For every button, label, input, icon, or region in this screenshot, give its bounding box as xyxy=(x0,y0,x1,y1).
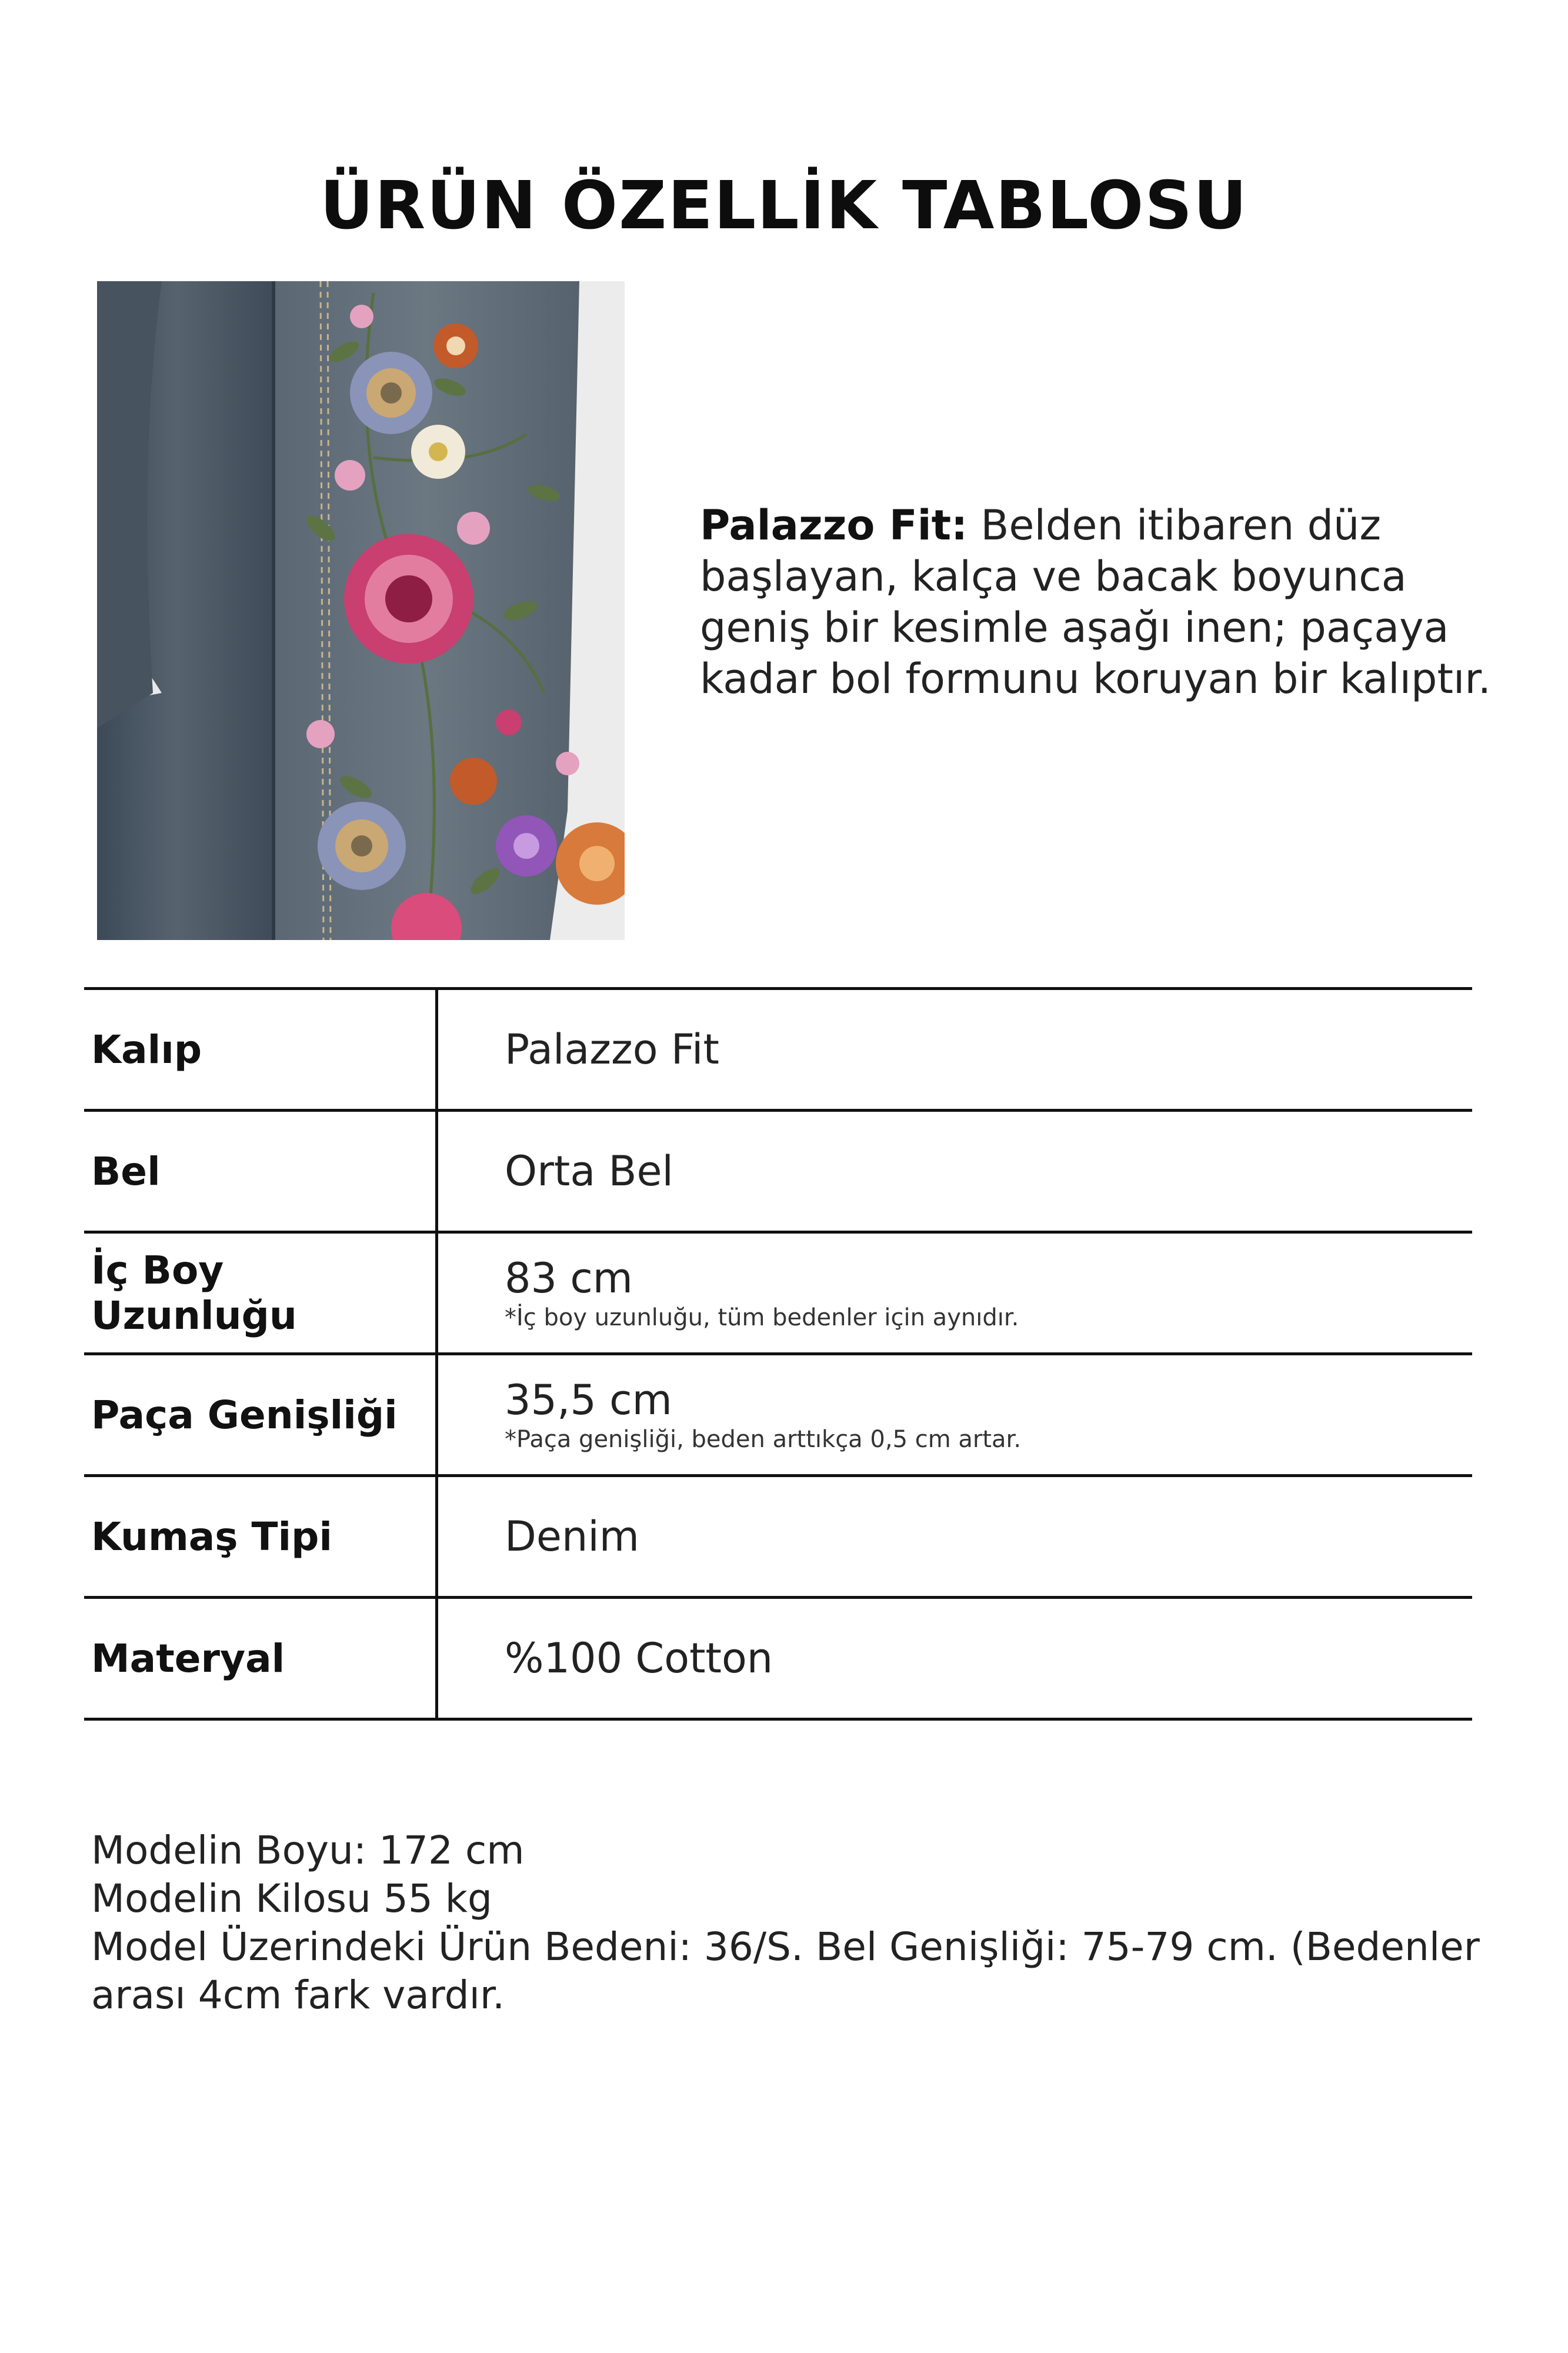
spec-row-bel xyxy=(84,1112,1472,1234)
spec-value-cell xyxy=(505,1355,1472,1474)
product-photo xyxy=(97,281,625,940)
spec-row-paca xyxy=(84,1355,1472,1477)
spec-note: *İç boy uzunluğu, tüm bedenler için aynıdır. xyxy=(505,1304,1019,1331)
spec-value: %100 Cotton xyxy=(505,1634,773,1682)
spec-value-cell xyxy=(505,1234,1472,1352)
spec-label: Paça Genişliği xyxy=(91,1392,398,1438)
model-height: Modelin Boyu: 172 cm xyxy=(91,1828,525,1873)
model-info xyxy=(91,1827,1491,2019)
fit-description-title: Palazzo Fit: xyxy=(700,501,968,549)
spec-value: Denim xyxy=(505,1512,639,1561)
spec-row-ic-boy xyxy=(84,1234,1472,1355)
spec-label: Bel xyxy=(91,1148,161,1194)
spec-value-cell xyxy=(505,1112,1472,1231)
spec-label: İç Boy Uzunluğu xyxy=(91,1248,297,1338)
model-weight: Modelin Kilosu 55 kg xyxy=(91,1876,492,1921)
column-divider xyxy=(435,1112,438,1231)
column-divider xyxy=(435,990,438,1109)
fit-description-text: Belden itibaren düz başlayan, kalça ve bacak boyunca geniş bir kesimle aşağı inen; paçaya kadar bol formunu koruyan bir kalıptır. xyxy=(700,501,1491,703)
spec-value: 83 cm xyxy=(505,1254,633,1302)
spec-value: Palazzo Fit xyxy=(505,1025,719,1074)
column-divider xyxy=(435,1599,438,1718)
spec-value-cell xyxy=(505,1599,1472,1718)
column-divider xyxy=(435,1234,438,1352)
spec-value: Orta Bel xyxy=(505,1147,674,1195)
spec-note: *Paça genişliği, beden arttıkça 0,5 cm artar. xyxy=(505,1426,1022,1453)
fit-description xyxy=(700,500,1500,705)
spec-value-cell xyxy=(505,1477,1472,1596)
column-divider xyxy=(435,1355,438,1474)
spec-row-kumas xyxy=(84,1477,1472,1599)
spec-label: Kalıp xyxy=(91,1026,202,1072)
spec-value: 35,5 cm xyxy=(505,1376,672,1424)
column-divider xyxy=(435,1477,438,1596)
page-title: ÜRÜN ÖZELLİK TABLOSU xyxy=(320,168,1248,244)
spec-table xyxy=(84,987,1472,1721)
model-size: Model Üzerindeki Ürün Bedeni: 36/S. Bel Genişliği: 75-79 cm. (Bedenler arası 4cm fark vardır. xyxy=(91,1924,1480,2018)
spec-label: Kumaş Tipi xyxy=(91,1514,333,1559)
spec-row-materyal xyxy=(84,1599,1472,1721)
spec-row-kalip xyxy=(84,990,1472,1112)
spec-label: Materyal xyxy=(91,1635,285,1681)
spec-value-cell xyxy=(505,990,1472,1109)
